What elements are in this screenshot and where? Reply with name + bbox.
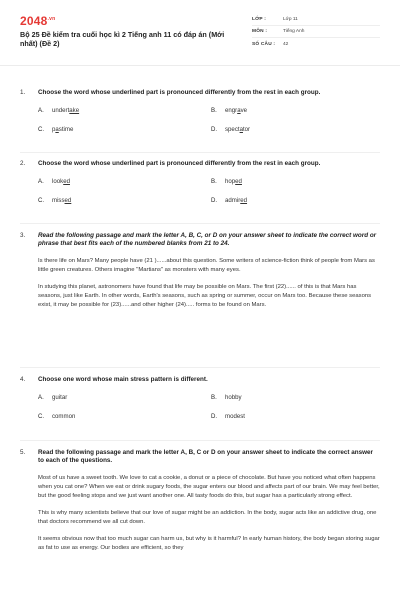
answer-option-b[interactable] — [211, 178, 371, 185]
answer-options — [38, 394, 380, 420]
question-header — [20, 160, 380, 168]
option-letter: A. — [38, 107, 44, 115]
answer-options — [38, 178, 380, 204]
answer-option-b[interactable] — [211, 394, 371, 401]
option-word: admired — [225, 197, 248, 205]
option-letter: A. — [38, 178, 44, 186]
site-logo[interactable] — [20, 14, 55, 28]
question-2 — [20, 160, 380, 204]
question-4 — [20, 376, 380, 420]
option-letter: D. — [211, 413, 218, 421]
option-letter: C. — [38, 126, 45, 134]
answer-option-a[interactable] — [38, 178, 211, 185]
answer-option-d[interactable] — [211, 413, 371, 420]
divider — [20, 367, 380, 368]
option-letter: B. — [211, 394, 217, 402]
question-text: Read the following passage and mark the letter A, B, C, or D on your answer sheet to indicate the correct word or phrase that best fits each of the numbered blanks from 21 to 24. — [38, 232, 377, 248]
option-word: modest — [225, 413, 245, 421]
option-letter: C. — [38, 413, 45, 421]
question-number: 4. — [20, 376, 26, 383]
meta-row-class — [252, 14, 380, 26]
option-letter: C. — [38, 197, 45, 205]
meta-key: LỚP : — [252, 17, 267, 22]
logo-suffix: .vn — [47, 16, 56, 22]
question-number: 5. — [20, 449, 26, 456]
question-header — [20, 449, 380, 466]
meta-value: Lớp 11 — [283, 17, 298, 22]
logo-text: 2048 — [20, 14, 48, 28]
question-5 — [20, 449, 380, 553]
answer-option-c[interactable] — [38, 197, 211, 204]
meta-key: MÔN : — [252, 29, 268, 34]
question-3 — [20, 232, 380, 310]
question-text: Choose the word whose underlined part is pronounced differently from the rest in each group. — [38, 160, 321, 167]
passage-paragraph: Is there life on Mars? Many people have (21 )......about this question. Some writers of science-fiction think of people from Mars as little green creatures. Others imagine "Martians" as monsters with many eyes. — [38, 257, 375, 273]
document-header — [0, 0, 400, 66]
question-number: 1. — [20, 89, 26, 96]
option-letter: B. — [211, 107, 217, 115]
question-header — [20, 89, 380, 97]
question-1 — [20, 89, 380, 133]
option-word: missed — [52, 197, 72, 205]
answer-option-c[interactable] — [38, 413, 211, 420]
answer-option-d[interactable] — [211, 126, 371, 133]
meta-row-subject — [252, 26, 380, 38]
option-letter: D. — [211, 126, 218, 134]
answer-option-b[interactable] — [211, 107, 371, 114]
passage-paragraph: In studying this planet, astronomers have found that life may be possible on Mars. The first (22)...... of this is that Mars has seasons, just like Earth. In other words, Earth's seasons, such as spring or summer, occur on Mars too. Because these seasons exist, it may be possible for (23)......and other higher (24)..... forms to be found on Mars. — [38, 283, 372, 308]
question-header — [20, 376, 380, 384]
option-letter: D. — [211, 197, 218, 205]
divider — [20, 223, 380, 224]
answer-option-d[interactable] — [211, 197, 371, 204]
divider — [20, 440, 380, 441]
meta-value: 42 — [283, 41, 289, 47]
meta-row-count — [252, 38, 380, 50]
passage-paragraph: It seems obvious now that too much sugar can harm us, but why is it harmful? In early human history, the body began storing sugar as fat to use as energy. Our bodies are efficient, so they — [38, 535, 380, 551]
divider — [20, 152, 380, 153]
meta-table — [252, 14, 380, 50]
option-word: hobby — [225, 394, 242, 402]
meta-value: Tiếng Anh — [283, 29, 305, 34]
option-word: looked — [52, 178, 70, 186]
option-word: hoped — [225, 178, 242, 186]
question-number: 2. — [20, 160, 26, 167]
answer-option-a[interactable] — [38, 107, 211, 114]
answer-option-c[interactable] — [38, 126, 211, 133]
option-word: common — [52, 413, 76, 421]
question-header — [20, 232, 380, 249]
passage-paragraph: This is why many scientists believe that our love of sugar might be an addiction. In the body, sugar acts like an addictive drug, one that doctors recommend we all cut down. — [38, 509, 377, 525]
page-title: Bộ 25 Đề kiểm tra cuối học kì 2 Tiếng anh 11 có đáp án (Mới nhất) (Đề 2) — [20, 30, 225, 48]
option-word: undertake — [52, 107, 80, 115]
option-word: pastime — [52, 126, 74, 134]
answer-options — [38, 107, 380, 133]
option-letter: B. — [211, 178, 217, 186]
question-text: Choose the word whose underlined part is pronounced differently from the rest in each group. — [38, 89, 321, 96]
option-word: engrave — [225, 107, 248, 115]
option-letter: A. — [38, 394, 44, 402]
option-word: guitar — [52, 394, 68, 402]
meta-key: SỐ CÂU : — [252, 41, 276, 47]
answer-option-a[interactable] — [38, 394, 211, 401]
passage-paragraph: Most of us have a sweet tooth. We love to cat a cookie, a donut or a piece of chocolate. But have you noticed what often happens when you cat one? When we eat or drink sugary foods, the sugar enters our blood and affects part of our brain. We may feel better, but the good feeling stops and we just want another one. All tasty foods do this, but sugar has a particularly strong effect. — [38, 474, 380, 499]
question-number: 3. — [20, 232, 26, 239]
question-text: Read the following passage and mark the letter A, B, C or D on your answer sheet to indicate the correct answer to each of the questions. — [38, 449, 373, 465]
option-word: spectator — [225, 126, 251, 134]
question-text: Choose one word whose main stress pattern is different. — [38, 376, 208, 383]
